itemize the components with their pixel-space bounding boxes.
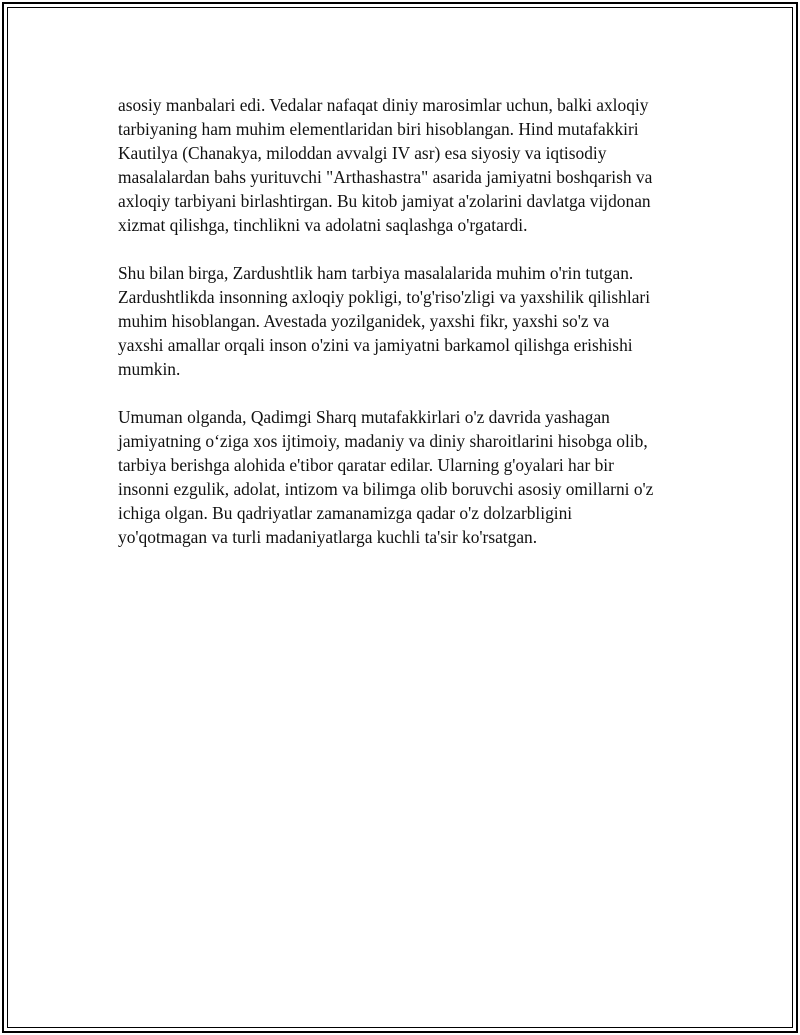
text-line: yo'qotmagan va turli madaniyatlarga kuchli ta'sir ko'rsatgan. [118,527,538,547]
text-line: axloqiy tarbiyani birlashtirgan. Bu kitob jamiyat a'zolarini davlatga vijdonan [118,191,651,211]
text-line: masalalardan bahs yurituvchi "Arthashastra" asarida jamiyatni boshqarish va [118,167,653,187]
document-body [118,93,703,573]
paragraph-zoroastrianism [118,261,703,381]
text-line: Kautilya (Chanakya, miloddan avvalgi IV asr) esa siyosiy va iqtisodiy [118,143,607,163]
text-line: Shu bilan birga, Zardushtlik ham tarbiya masalalarida muhim o'rin tutgan. [118,263,634,283]
text-line: asosiy manbalari edi. Vedalar nafaqat diniy marosimlar uchun, balki axloqiy [118,95,649,115]
text-line: Umuman olganda, Qadimgi Sharq mutafakkirlari o'z davrida yashagan [118,407,610,427]
text-line: jamiyatning o‘ziga xos ijtimoiy, madaniy va diniy sharoitlarini hisobga olib, [118,431,648,451]
text-line: Zardushtlikda insonning axloqiy pokligi, to'g'riso'zligi va yaxshilik qilishlari [118,287,651,307]
text-line: muhim hisoblangan. Avestada yozilganidek, yaxshi fikr, yaxshi so'z va [118,311,610,331]
text-line: yaxshi amallar orqali inson o'zini va jamiyatni barkamol qilishga erishishi [118,335,633,355]
text-line: xizmat qilishga, tinchlikni va adolatni saqlashga o'rgatardi. [118,215,528,235]
text-line: tarbiyaning ham muhim elementlaridan biri hisoblangan. Hind mutafakkiri [118,119,639,139]
text-line: insonni ezgulik, adolat, intizom va bilimga olib boruvchi asosiy omillarni o'z [118,479,654,499]
text-line: mumkin. [118,359,181,379]
text-line: tarbiya berishga alohida e'tibor qaratar edilar. Ularning g'oyalari har bir [118,455,614,475]
paragraph-conclusion [118,405,703,549]
paragraph-vedas [118,93,703,237]
text-line: ichiga olgan. Bu qadriyatlar zamanamizga qadar o'z dolzarbligini [118,503,573,523]
